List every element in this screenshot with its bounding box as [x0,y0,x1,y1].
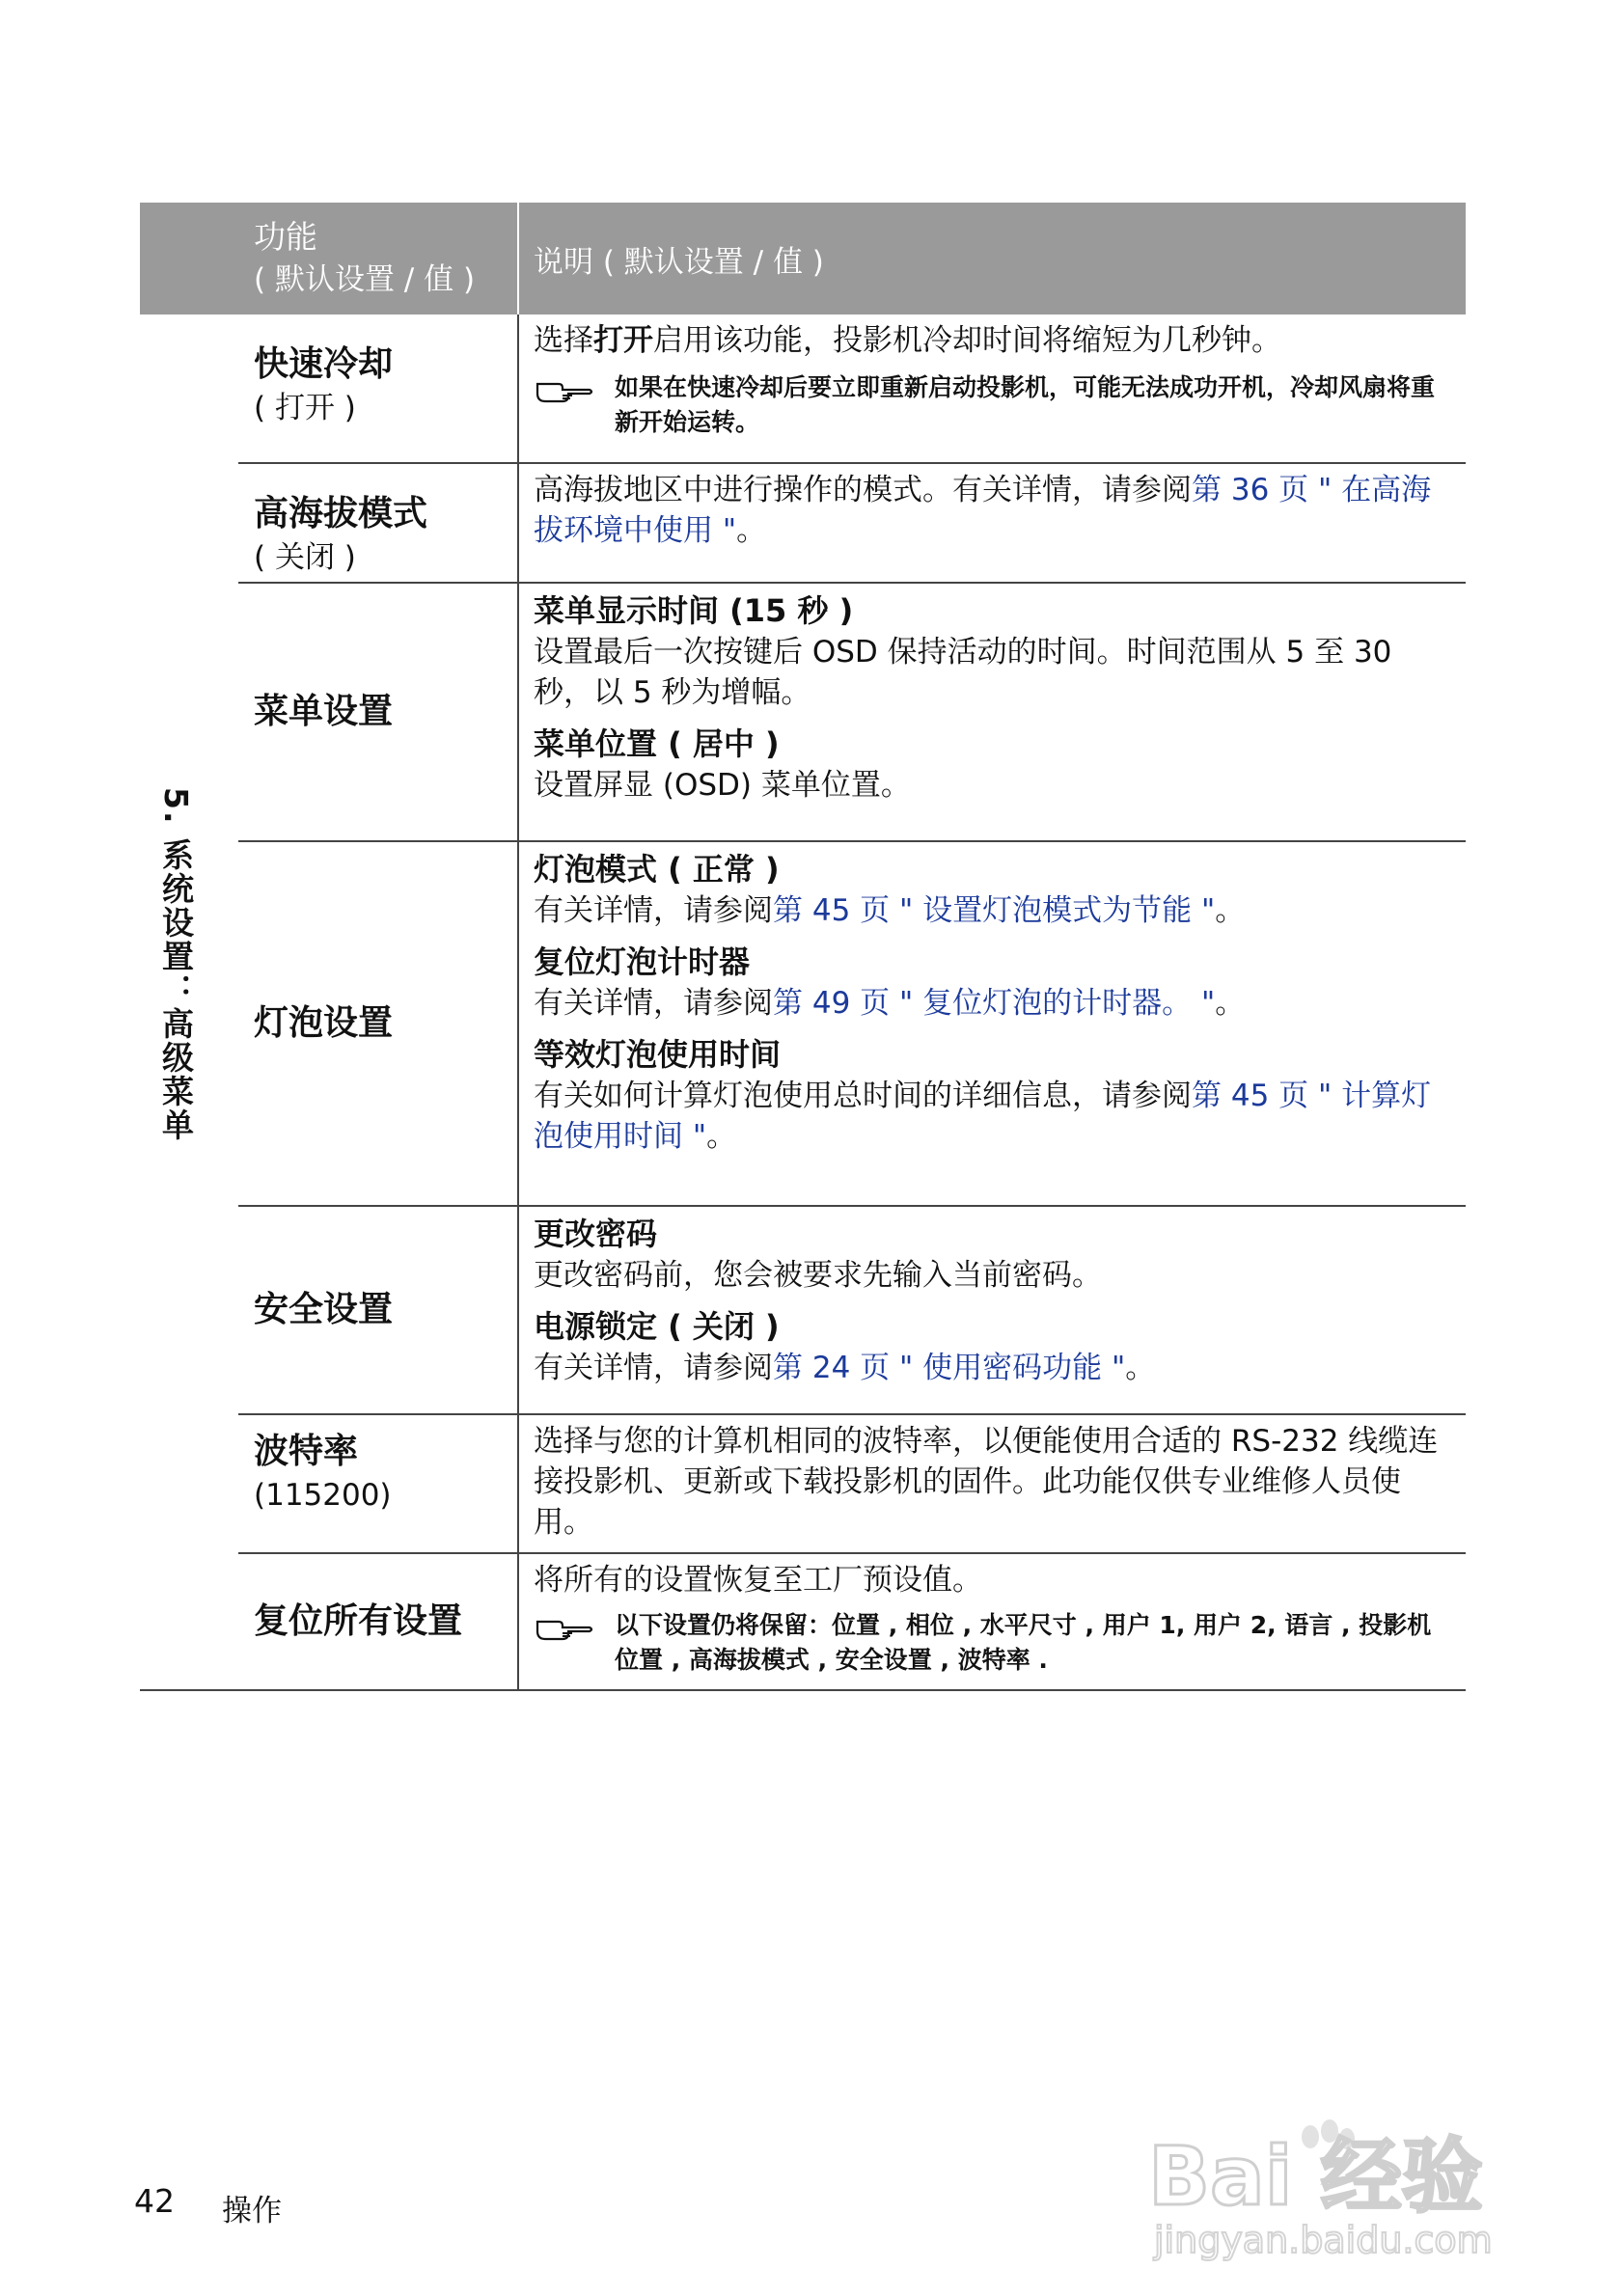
sub-item-title: 复位灯泡计时器 [534,943,751,980]
page-section-label: 操作 [222,2194,282,2228]
description-cell [518,841,1466,1206]
description-cell [518,583,1466,841]
watermark-url: jingyan.baidu.com [1154,2219,1493,2261]
function-default: ( 打开 ) [254,391,356,425]
function-cell [238,841,518,1206]
spec-table [140,203,1466,1691]
description-cell [518,1206,1466,1414]
function-cell [238,1553,518,1690]
sub-item-text: 有关如何计算灯泡使用总时间的详细信息，请参阅第 45 页 " 计算灯泡使用时间 "。 [534,1079,1432,1154]
page-reference-link[interactable]: 第 45 页 " 设置灯泡模式为节能 " [773,893,1216,928]
sub-item-title: 等效灯泡使用时间 [534,1036,782,1073]
page-reference-link[interactable]: 第 24 页 " 使用密码功能 " [773,1351,1126,1385]
function-cell [238,583,518,841]
description-text: 高海拔地区中进行操作的模式。有关详情，请参阅第 36 页 " 在高海拔环境中使用 "。 [534,473,1432,548]
description-cell [518,314,1466,463]
function-cell [238,1206,518,1414]
function-default: ( 关闭 ) [254,540,356,575]
sub-item-text: 设置最后一次按键后 OSD 保持活动的时间。时间范围从 5 至 30 秒，以 5 秒为增幅。 [534,635,1392,710]
sub-item-text: 有关详情，请参阅第 24 页 " 使用密码功能 "。 [534,1351,1156,1385]
function-name: 灯泡设置 [254,1003,394,1043]
table-row [140,463,1466,583]
description-cell [518,1553,1466,1690]
note-text: 以下设置仍将保留：位置 , 相位 , 水平尺寸 , 用户 1, 用户 2, 语言 , 投影机位置 , 高海拔模式 , 安全设置 , 波特率 . [615,1611,1432,1674]
sub-item-text: 有关详情，请参阅第 45 页 " 设置灯泡模式为节能 "。 [534,893,1246,928]
function-cell [238,463,518,583]
sub-item-title: 灯泡模式 ( 正常 ) [534,851,780,888]
header-function-label: 功能 [254,218,317,256]
table-row [140,314,1466,463]
page-reference-link[interactable]: 第 36 页 " 在高海拔环境中使用 " [534,473,1432,548]
description-cell [518,463,1466,583]
function-name: 波特率 [254,1432,359,1471]
table-row [140,1553,1466,1690]
chapter-side-label: 5. 系统设置：高级菜单 [157,787,195,1142]
description-cell [518,1414,1466,1553]
note-text: 如果在快速冷却后要立即重新启动投影机，可能无法成功开机，冷却风扇将重新开始运转。 [615,373,1436,436]
sub-item-text: 更改密码前，您会被要求先输入当前密码。 [534,1258,1102,1293]
function-cell [238,314,518,463]
header-description: 说明 ( 默认设置 / 值 ) [518,203,1466,314]
table-row [140,583,1466,841]
header-function-sub: ( 默认设置 / 值 ) [254,262,476,297]
function-default: (115200) [254,1478,392,1513]
sub-item-title: 电源锁定 ( 关闭 ) [534,1308,780,1345]
table-row [140,1206,1466,1414]
note-box [534,370,1454,440]
table-header-row [140,203,1466,314]
page-number: 42 [134,2182,175,2220]
side-column [140,314,238,1690]
sub-item-title: 菜单位置 ( 居中 ) [534,725,780,762]
description-text: 选择与您的计算机相同的波特率，以便能使用合适的 RS-232 线缆连接投影机、更新或下载投影机的固件。此功能仅供专业维修人员使用。 [534,1424,1439,1540]
table-row [140,841,1466,1206]
sub-item-title: 菜单显示时间 (15 秒 ) [534,592,854,629]
function-cell [238,1414,518,1553]
description-text: 选择打开启用该功能，投影机冷却时间将缩短为几秒钟。 [534,323,1281,358]
note-box [534,1608,1454,1678]
sub-item-text: 有关详情，请参阅第 49 页 " 复位灯泡的计时器。 "。 [534,986,1246,1021]
header-function [238,203,518,314]
table-row [140,1414,1466,1553]
function-name: 复位所有设置 [254,1601,463,1641]
bold-term: 打开 [593,323,653,358]
sub-item-title: 更改密码 [534,1216,658,1252]
watermark-logo: Bai 经验 [1148,2129,1483,2224]
page-reference-link[interactable]: 第 45 页 " 计算灯泡使用时间 " [534,1079,1432,1154]
function-name: 菜单设置 [254,692,394,731]
function-name: 高海拔模式 [254,494,428,533]
page-reference-link[interactable]: 第 49 页 " 复位灯泡的计时器。 " [773,986,1216,1021]
function-name: 安全设置 [254,1290,394,1329]
pointing-hand-icon [534,1610,595,1649]
description-text: 将所有的设置恢复至工厂预设值。 [534,1563,982,1598]
baidu-jingyan-watermark [1148,2108,1553,2262]
sub-item-text: 设置屏显 (OSD) 菜单位置。 [534,768,911,803]
header-blank [140,203,238,314]
pointing-hand-icon [534,372,595,411]
function-name: 快速冷却 [254,344,394,384]
